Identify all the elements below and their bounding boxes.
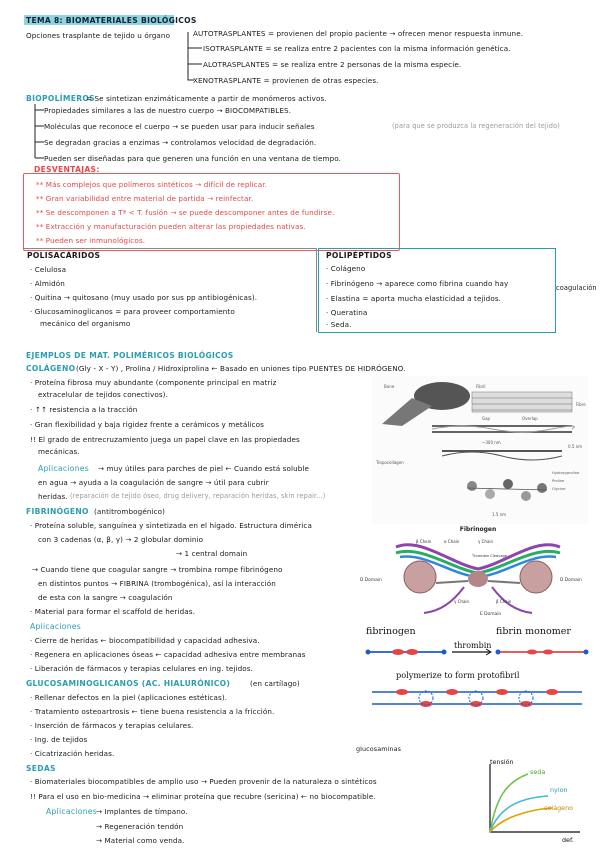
disadvantages-heading: DESVENTAJAS: — [34, 165, 100, 174]
collagen-apps-heading: Aplicaciones — [38, 464, 90, 473]
biopolymers-def: = Se sintetizan enzimáticamente a partir de monómeros activos. — [86, 94, 327, 103]
gag-sub: (en cartílago) — [250, 679, 300, 688]
collagen-formula: (Gly - X - Y) , Prolina / Hidroxiprolina ← Basado en uniones tipo PUENTES DE HIDRÓGENO. — [76, 364, 406, 373]
fibrinogen-label-beta: β Chain — [416, 539, 432, 544]
silk-line-2: !! Para el uso en bio-medicina → eliminar proteína que recubre (sericina) ← no biocompatible. — [30, 792, 376, 801]
collagen-hierarchy-figure — [372, 376, 588, 524]
gag-heading: GLUCOSAMINOGLICANOS (AC. HIALURÓNICO) — [26, 679, 231, 688]
polysaccharides-heading: POLISACÁRIDOS — [27, 251, 101, 260]
fibrinogen-app-3: · Liberación de fármacos y terapias celulares en ing. tejidos. — [30, 664, 253, 673]
polypeptide-4: · Queratina — [326, 308, 368, 317]
polypeptide-1: · Colágeno — [326, 264, 366, 273]
polypeptide-annotation: coagulación — [556, 284, 597, 292]
polypeptide-5: · Seda. — [326, 320, 352, 329]
transplant-iso: ISOTRASPLANTE = se realiza entre 2 pacientes con la misma información genética. — [203, 44, 511, 53]
gag-item-2: · Tratamiento osteoartrosis ← tiene buena resistencia a la fricción. — [30, 707, 275, 716]
transplant-auto: AUTOTRASPLANTES = provienen del propio paciente → ofrecen menor respuesta inmune. — [193, 29, 524, 38]
biopolymers-point-2: Moléculas que reconoce el cuerpo → se pueden usar para inducir señales — [44, 122, 315, 131]
gag-item-3: · Inserción de fármacos y terapias celulares. — [30, 721, 194, 730]
collagen-apps-1: → muy útiles para parches de piel ← Cuando está soluble — [98, 464, 310, 473]
polypeptides-heading: POLIPÉPTIDOS — [326, 251, 392, 260]
disadvantage-3: ** Se descomponen a Tª < T. fusión → se puede descomponer antes de fundirse. — [36, 208, 335, 217]
graph-ylabel: tensión — [490, 758, 514, 766]
stress-strain-graph — [476, 758, 590, 844]
collagen-figure-label-300nm: ~300 nm — [482, 440, 501, 445]
collagen-line-6: mecánicas. — [38, 447, 80, 456]
collagen-figure-label-pro: Proline — [552, 479, 565, 483]
collagen-figure-label-tropo: Tropocollagen — [376, 460, 404, 465]
fibrinogen-line-6: de esta con la sangre → coagulación — [38, 593, 173, 602]
examples-heading: EJEMPLOS DE MAT. POLIMÉRICOS BIOLÓGICOS — [26, 351, 234, 360]
fibrinogen-heading: FIBRINÓGENO — [26, 507, 89, 516]
disadvantage-2: ** Gran variabilidad entre material de partida → reinfectar. — [36, 194, 254, 203]
collagen-heading: COLÁGENO — [26, 364, 76, 373]
graph-curve-nylon: nylon — [550, 786, 568, 794]
collagen-figure-label-hyp: Hydroxyproline — [552, 471, 580, 475]
fibrinogen-apps-heading: Aplicaciones — [30, 622, 82, 631]
silk-app-1: → Implantes de tímpano. — [96, 807, 188, 816]
collagen-figure-label-15nm: 1.5 nm — [492, 512, 507, 517]
polypeptide-3: · Elastina = aporta mucha elasticidad a tejidos. — [326, 294, 502, 303]
biopolymers-heading: BIOPOLÍMEROS — [26, 94, 95, 103]
fibrinogen-label-e: E Domain — [480, 612, 502, 617]
collagen-figure-label-bone: Bone — [384, 384, 395, 389]
fibrin-figure-left-label: fibrinogen — [366, 626, 416, 637]
collagen-figure-label-gly: Glycine — [552, 487, 566, 491]
biopolymers-point-4: Pueden ser diseñadas para que generen una función en una ventana de tiempo. — [44, 154, 342, 163]
fibrinogen-figure-title: Fibrinogen — [459, 526, 497, 533]
biopolymers-note: (para que se produzca la regeneración del tejido) — [392, 122, 560, 130]
collagen-line-5: !! El grado de entrecruzamiento juega un papel clave en las propiedades — [30, 435, 300, 444]
fibrin-figure-bottom-label: polymerize to form protofibril — [396, 670, 520, 680]
collagen-apps-note: (reparación de tejido óseo, drug delivery, reparación heridas, skin repair...) — [70, 492, 326, 500]
collagen-figure-label-fibril: Fibril — [476, 384, 486, 389]
gag-item-4: · Ing. de tejidos — [30, 735, 88, 744]
polysaccharide-1: · Celulosa — [30, 265, 67, 274]
fibrinogen-line-1: · Proteína soluble, sanguínea y sintetizada en el hígado. Estructura dimérica — [30, 521, 312, 530]
graph-xlabel: def. — [562, 836, 574, 844]
fibrinogen-label-beta2: β Chain — [496, 599, 512, 604]
gag-item-1: · Rellenar defectos en la piel (aplicaciones estéticas). — [30, 693, 228, 702]
collagen-line-2: extracelular de tejidos conectivos). — [38, 390, 168, 399]
fibrinogen-label-gamma: γ Chain — [478, 539, 494, 544]
collagen-apps-3: heridas. — [38, 492, 68, 501]
silk-apps-heading: Aplicaciones — [46, 807, 98, 816]
transplant-xeno: XENOTRASPLANTE = provienen de otras especies. — [193, 76, 379, 85]
collagen-apps-2: en agua → ayuda a la coagulación de sangre → útil para cubrir — [38, 478, 269, 487]
transplant-intro: Opciones trasplante de tejido u órgano — [26, 31, 171, 40]
collagen-figure-label-gap: Gap — [482, 416, 491, 421]
fibrinogen-line-5: en distintos puntos → FIBRINA (trombogénica), así la interacción — [38, 579, 276, 588]
polypeptide-2: · Fibrinógeno → aparece como fibrina cuando hay — [326, 279, 509, 288]
fibrinogen-label-gamma2: γ Chain — [454, 599, 470, 604]
disadvantage-1: ** Más complejos que polímeros sintéticos → difícil de replicar. — [36, 180, 268, 189]
disadvantage-5: ** Pueden ser inmunológicos. — [36, 236, 146, 245]
disadvantage-4: ** Extracción y manufacturación pueden alterar las propiedades nativas. — [36, 222, 306, 231]
polysaccharide-2: · Almidón — [30, 279, 65, 288]
silk-app-3: → Material como venda. — [96, 836, 185, 845]
fibrinogen-label-alpha: α Chain — [444, 539, 460, 544]
collagen-line-4: · Gran flexibilidad y baja rigidez frente a cerámicos y metálicos — [30, 420, 264, 429]
biopolymers-point-3: Se degradan gracias a enzimas → controlamos velocidad de degradación. — [44, 138, 317, 147]
fibrinogen-line-7: · Material para formar el scaffold de heridas. — [30, 607, 195, 616]
fibrinogen-sub: (antitrombogénico) — [94, 507, 166, 516]
fibrin-figure-enzyme: thrombin — [454, 641, 492, 650]
biopolymers-point-1: Propiedades similares a las de nuestro cuerpo → BIOCOMPATIBLES. — [44, 106, 292, 115]
polysaccharide-4b: mecánico del organismo — [40, 319, 131, 328]
transplant-bracket — [180, 32, 208, 84]
collagen-figure-label-fibre: Fibre — [576, 402, 586, 407]
gag-item-5: · Cicatrización heridas. — [30, 749, 115, 758]
fibrinogen-line-2: con 3 cadenas (α, β, γ) → 2 globular dominio — [38, 535, 204, 544]
gag-annotation: glucosaminas — [356, 745, 402, 753]
silk-heading: SEDAS — [26, 764, 56, 773]
collagen-figure-label-05nm: 0.5 nm — [568, 444, 583, 449]
fibrinogen-label-d-left: D Domain — [360, 578, 382, 583]
silk-line-1: · Biomateriales biocompatibles de amplio uso → Pueden provenir de la naturaleza o sintéticos — [30, 777, 377, 786]
polysaccharide-4: · Glucosaminoglicanos = para proveer comportamiento — [30, 307, 235, 316]
silk-app-2: → Regeneración tendón — [96, 822, 184, 831]
fibrinogen-app-1: · Cierre de heridas ← biocompatibilidad y capacidad adhesiva. — [30, 636, 260, 645]
polypeptides-box — [318, 248, 556, 333]
fibrinogen-app-2: · Regenera en aplicaciones óseas ← capacidad adhesiva entre membranas — [30, 650, 306, 659]
fibrinogen-line-3: → 1 central domain — [176, 549, 248, 558]
transplant-alo: ALOTRASPLANTES = se realiza entre 2 personas de la misma especie. — [203, 60, 462, 69]
collagen-line-1: · Proteína fibrosa muy abundante (componente principal en matriz — [30, 378, 277, 387]
fibrin-polymerization-figure — [362, 622, 592, 714]
fibrin-figure-right-label: fibrin monomer — [496, 626, 571, 637]
collagen-figure-label-overlap: Overlap — [522, 416, 538, 421]
fibrinogen-structure-figure — [360, 523, 592, 623]
polysaccharide-3: · Quitina → quitosano (muy usado por sus pp antibiogénicas). — [30, 293, 258, 302]
collagen-line-3: · ↑↑ resistencia a la tracción — [30, 405, 138, 414]
graph-curve-silk: seda — [530, 768, 546, 776]
graph-curve-collagen: colágeno — [544, 804, 574, 812]
page-title: TEMA 8: BIOMATERIALES BIOLÓGICOS — [26, 16, 197, 25]
fibrinogen-line-4: → Cuando tiene que coagular sangre → trombina rompe fibrinógeno — [32, 565, 283, 574]
fibrinogen-label-thrombin: Thrombin Cleavage — [472, 554, 508, 558]
fibrinogen-label-d-right: D Domain — [560, 578, 582, 583]
